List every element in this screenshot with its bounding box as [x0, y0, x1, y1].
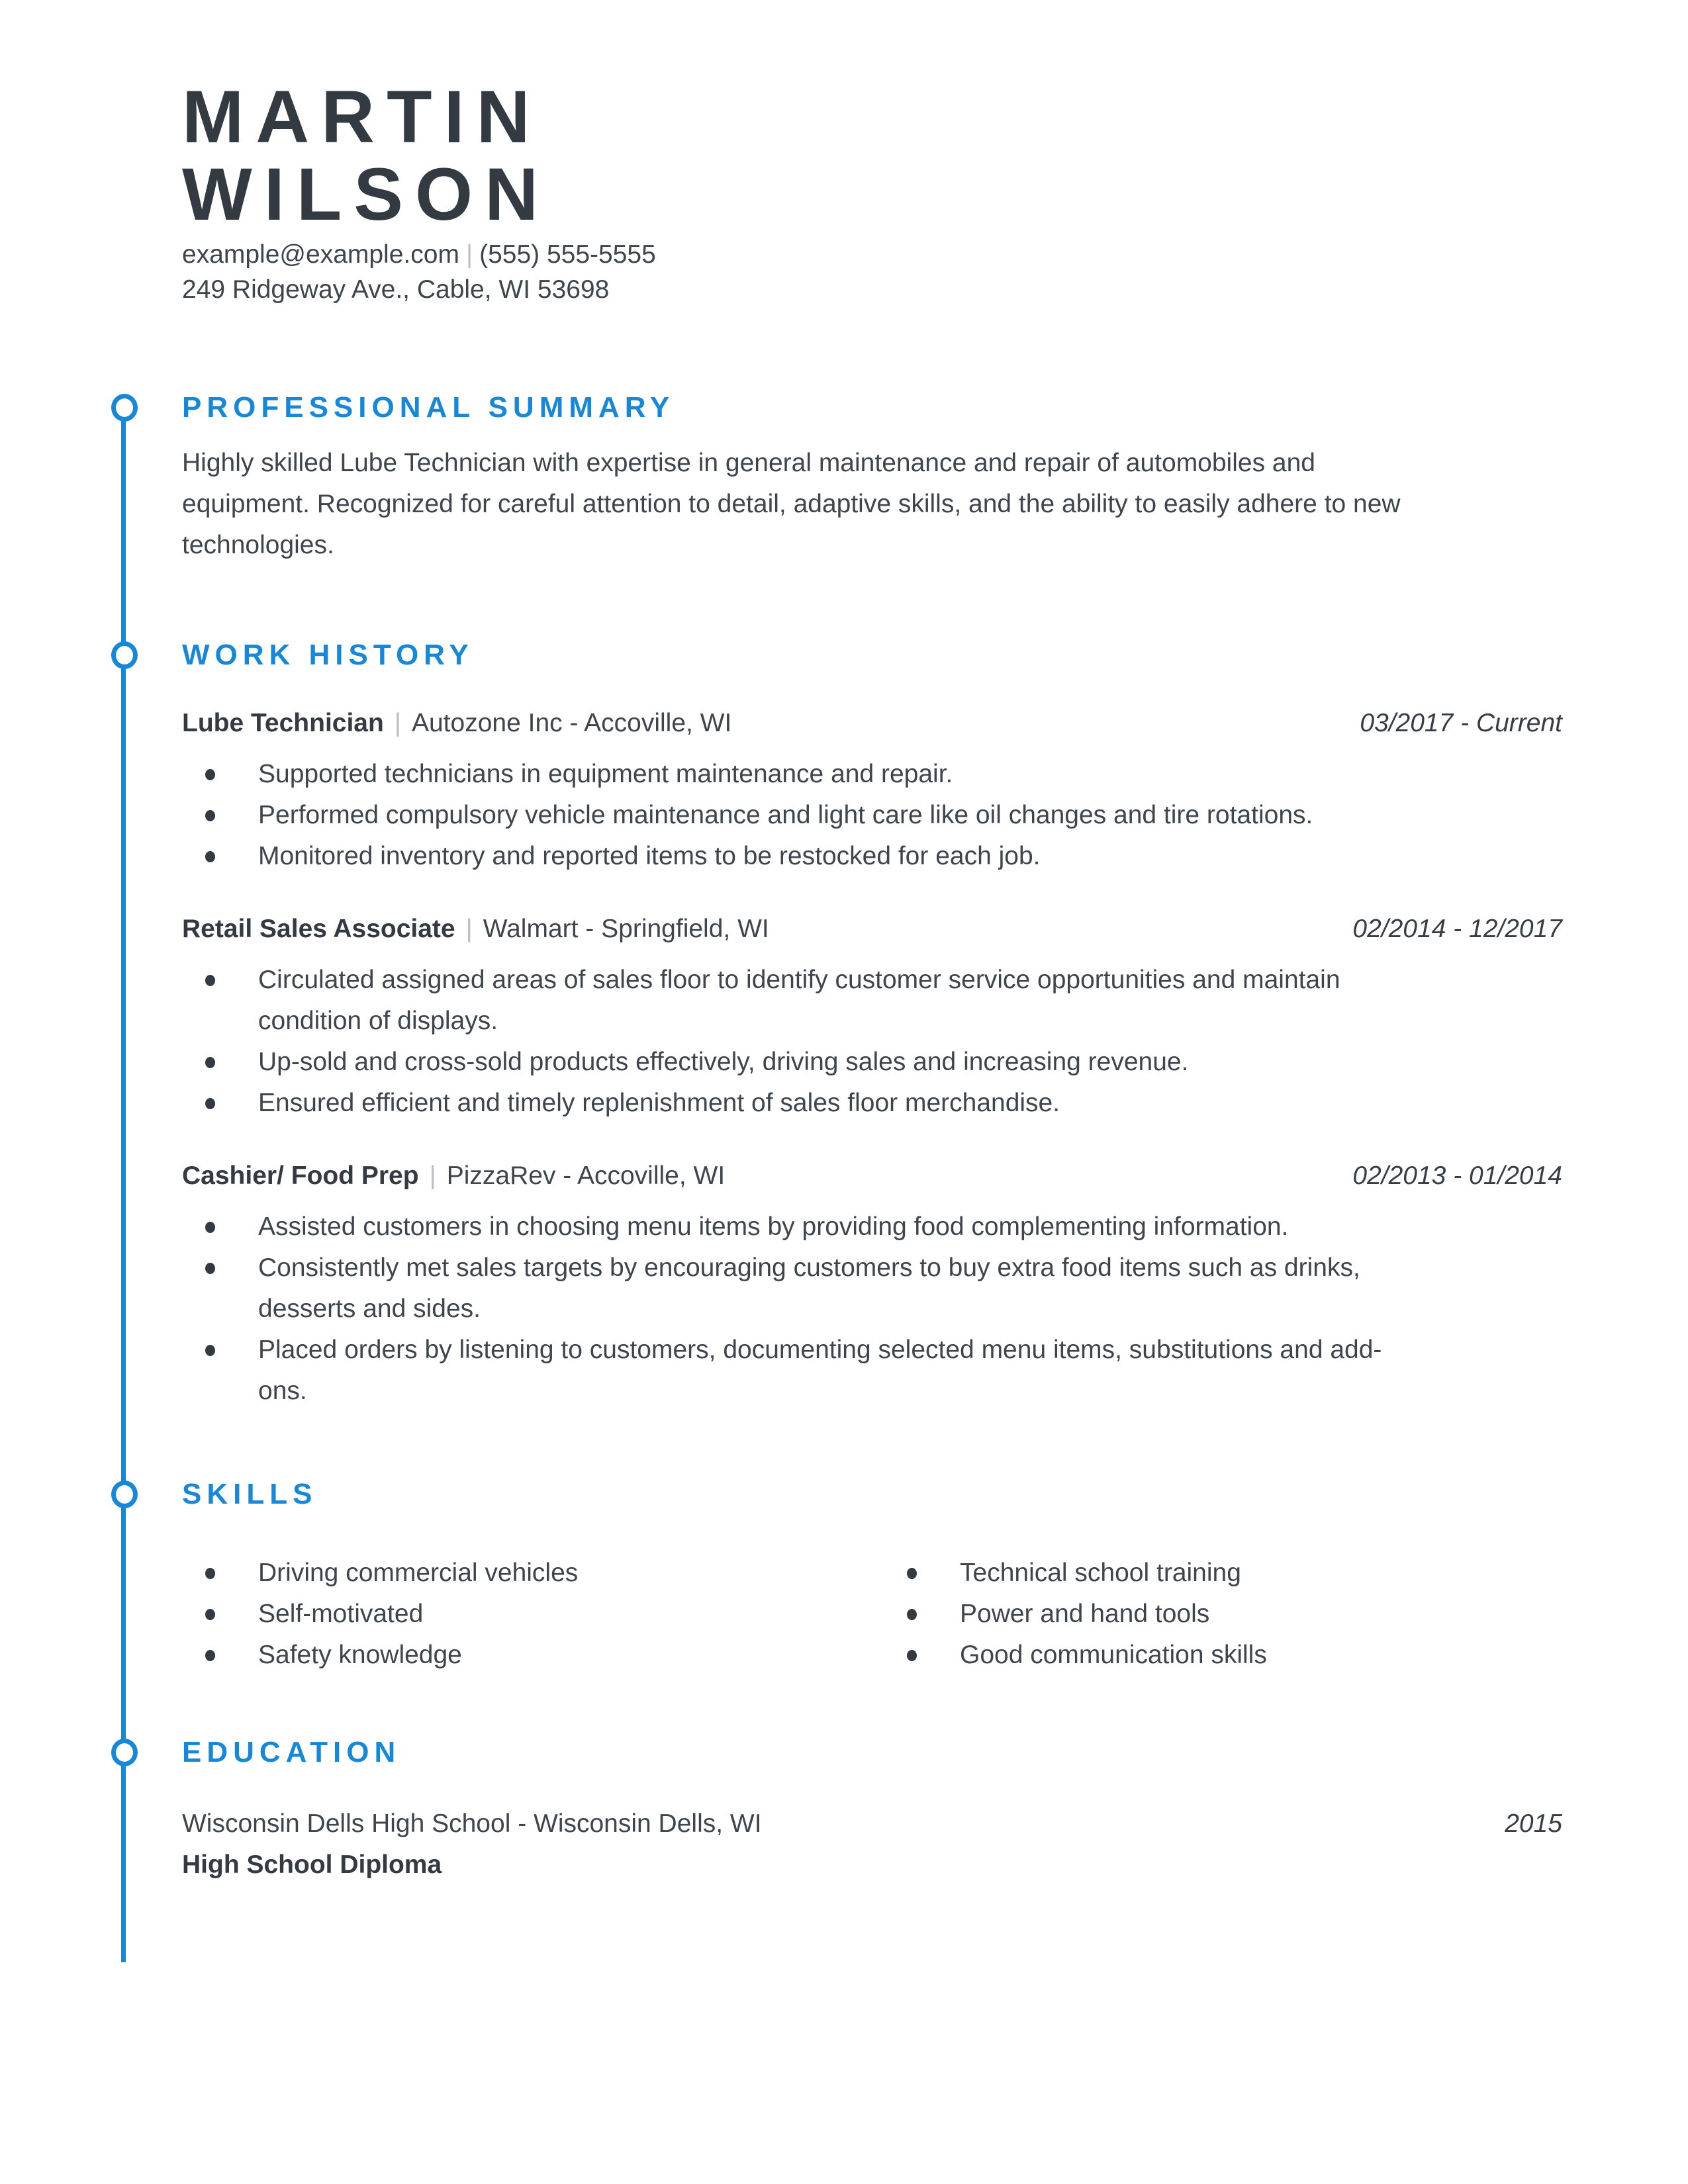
contact-info — [182, 237, 1602, 307]
bullet-item: Ensured efficient and timely replenishment of sales floor merchandise. — [182, 1083, 1410, 1124]
job-header — [182, 1156, 1562, 1197]
job-company: Walmart - Springfield, WI — [483, 915, 769, 943]
job-bullet-list — [182, 960, 1602, 1124]
bullet-item: Good communication skills — [884, 1635, 1585, 1676]
timeline-node-icon — [111, 394, 138, 422]
timeline-node-icon — [111, 1480, 138, 1508]
bullet-item: Circulated assigned areas of sales floor to identify customer service opportunities and maintain condition of displays. — [182, 960, 1410, 1042]
skills-section-title — [182, 1476, 1602, 1513]
summary-title-text: PROFESSIONAL SUMMARY — [182, 391, 675, 424]
bullet-item: Up-sold and cross-sold products effectively, driving sales and increasing revenue. — [182, 1042, 1410, 1083]
summary-paragraph: Highly skilled Lube Technician with expertise in general maintenance and repair of automobiles and equipment. Recognized for careful attention to detail, adaptive skills, and the ability to easily adhere to new technologies. — [182, 449, 1401, 559]
job-title-line — [182, 703, 731, 744]
summary-section-title — [182, 389, 1602, 426]
education-degree: High School Diploma — [182, 1850, 442, 1879]
job-header — [182, 703, 1562, 744]
job-bullet-list — [182, 754, 1602, 877]
job-entry — [182, 1156, 1602, 1412]
bullet-item: Driving commercial vehicles — [182, 1553, 884, 1594]
bullet-item: Consistently met sales targets by encouraging customers to buy extra food items such as drinks, desserts and sides. — [182, 1248, 1410, 1330]
phone-text: (555) 555-5555 — [479, 240, 656, 269]
skills-column-right — [884, 1553, 1585, 1676]
bullet-item: Assisted customers in choosing menu items by providing food complementing information. — [182, 1206, 1410, 1248]
bullet-item: Performed compulsory vehicle maintenance and light care like oil changes and tire rotations. — [182, 795, 1410, 836]
work-title-text: WORK HISTORY — [182, 639, 474, 671]
job-title: Lube Technician — [182, 709, 384, 737]
section-skills — [182, 1476, 1602, 1676]
bullet-item: Power and hand tools — [884, 1594, 1585, 1635]
name-last-line: WILSON — [182, 153, 550, 236]
bullet-item: Monitored inventory and reported items to be restocked for each job. — [182, 836, 1410, 877]
job-header — [182, 909, 1562, 950]
education-year: 2015 — [1505, 1809, 1562, 1838]
job-separator: | — [394, 709, 401, 737]
job-entry — [182, 703, 1602, 877]
education-row — [182, 1803, 1562, 1844]
section-education — [182, 1734, 1602, 1886]
bullet-item: Safety knowledge — [182, 1635, 884, 1676]
section-professional-summary — [182, 389, 1602, 566]
skills-column-left — [182, 1553, 884, 1676]
header — [182, 75, 1602, 307]
timeline-node-icon — [111, 641, 138, 669]
job-entry — [182, 909, 1602, 1124]
education-section-title — [182, 1734, 1602, 1771]
job-dates: 03/2017 - Current — [1360, 709, 1562, 737]
job-title-line — [182, 1156, 725, 1197]
bullet-item: Technical school training — [884, 1553, 1585, 1594]
job-separator: | — [465, 915, 473, 943]
skills-columns — [182, 1553, 1602, 1676]
job-title: Retail Sales Associate — [182, 915, 455, 943]
skills-title-text: SKILLS — [182, 1478, 318, 1510]
email-text: example@example.com — [182, 240, 459, 269]
job-title-line — [182, 909, 769, 950]
name-first-line: MARTIN — [182, 75, 542, 158]
job-bullet-list — [182, 1206, 1602, 1412]
work-section-title — [182, 637, 1602, 674]
job-separator: | — [429, 1161, 436, 1190]
timeline-node-icon — [111, 1739, 138, 1766]
job-title: Cashier/ Food Prep — [182, 1161, 419, 1190]
education-title-text: EDUCATION — [182, 1736, 401, 1768]
section-work-history — [182, 637, 1602, 1412]
contact-separator: | — [465, 240, 473, 269]
education-school: Wisconsin Dells High School - Wisconsin Dells, WI — [182, 1809, 762, 1838]
bullet-item: Self-motivated — [182, 1594, 884, 1635]
contact-line-1 — [182, 237, 1602, 272]
job-company: PizzaRev - Accoville, WI — [446, 1161, 726, 1190]
bullet-item: Supported technicians in equipment maintenance and repair. — [182, 754, 1410, 795]
contact-line-2 — [182, 272, 1602, 307]
job-dates: 02/2013 - 01/2014 — [1352, 1161, 1562, 1190]
address-text: 249 Ridgeway Ave., Cable, WI 53698 — [182, 275, 610, 304]
job-company: Autozone Inc - Accoville, WI — [411, 709, 732, 737]
job-dates: 02/2014 - 12/2017 — [1352, 915, 1562, 943]
bullet-item: Placed orders by listening to customers, documenting selected menu items, substitutions and add-ons. — [182, 1330, 1410, 1412]
